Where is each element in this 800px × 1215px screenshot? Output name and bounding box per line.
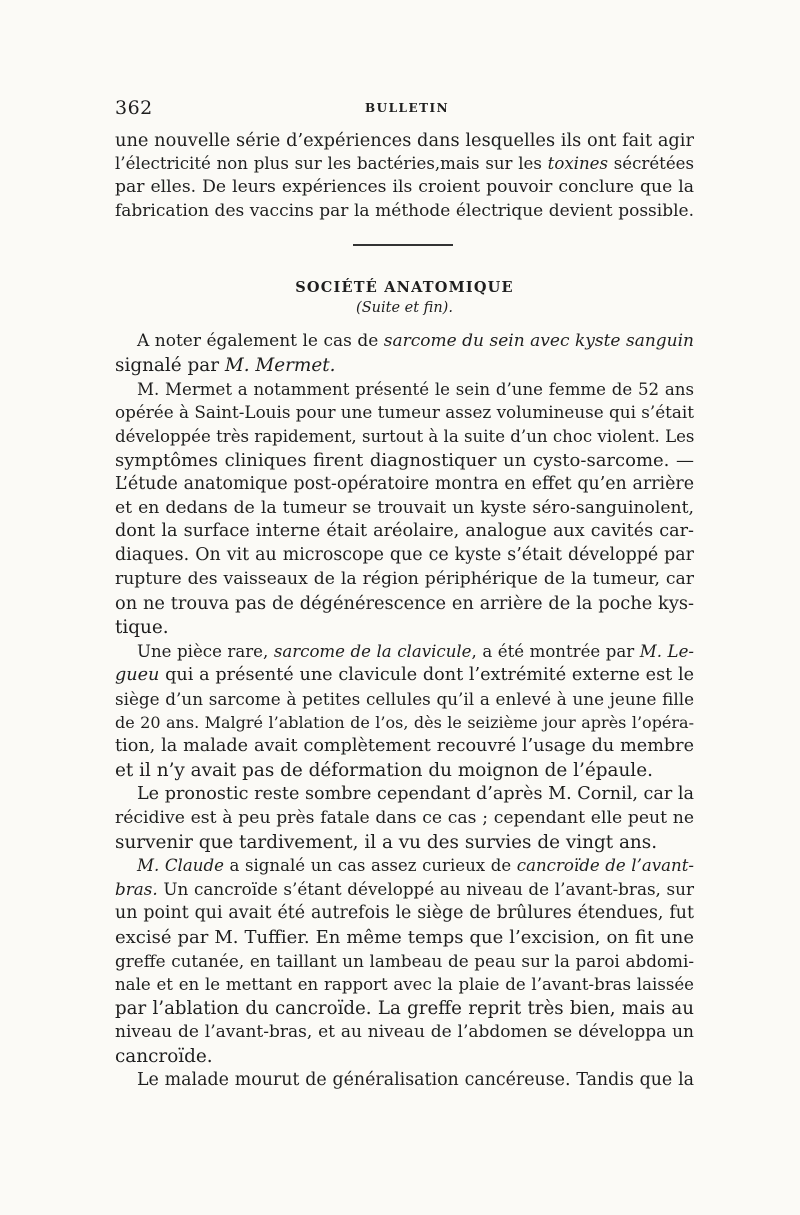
- text-line: A noter également le cas de sarcome du sein avec kyste sanguin: [137, 331, 694, 351]
- text-line: tion, la malade avait complètement recouvré l’usage du membre: [115, 736, 694, 756]
- section-title: SOCIÉTÉ ANATOMIQUE: [295, 279, 514, 296]
- text-line: Le pronostic reste sombre cependant d’après M. Cornil, car la: [137, 784, 694, 804]
- text-line: greffe cutanée, en taillant un lambeau de peau sur la paroi abdomi-: [115, 951, 694, 971]
- text-line: et en dedans de la tumeur se trouvait un kyste séro-sanguinolent,: [115, 498, 694, 518]
- text-line: survenir que tardivement, il a vu des survies de vingt ans.: [115, 832, 658, 853]
- text-line: opérée à Saint-Louis pour une tumeur assez volumineuse qui s’était: [115, 402, 695, 422]
- text-line: par l’ablation du cancroïde. La greffe reprit très bien, mais au: [115, 998, 694, 1019]
- text-line: une nouvelle série d’expériences dans lesquelles ils ont fait agir: [115, 130, 694, 151]
- text-line: gueu qui a présenté une clavicule dont l’extrémité externe est le: [115, 665, 694, 685]
- text-line: nale et en le mettant en rapport avec la plaie de l’avant-bras laissée: [115, 975, 694, 994]
- text-line: développée très rapidement, surtout à la suite d’un choc violent. Les: [115, 427, 695, 446]
- text-line: excisé par M. Tuffier. En même temps que l’excision, on fit une: [115, 927, 694, 948]
- page-header: [115, 97, 695, 121]
- text-line: dont la surface interne était aréolaire, analogue aux cavités car-: [115, 521, 694, 541]
- text-line: tique.: [115, 617, 169, 638]
- section-divider: [353, 244, 453, 246]
- text-line: L’étude anatomique post-opératoire montra en effet qu’en arrière: [115, 474, 694, 494]
- text-line: M. Mermet a notamment présenté le sein d’une femme de 52 ans: [137, 380, 694, 399]
- text-line: Une pièce rare, sarcome de la clavicule, a été montrée par M. Le-: [137, 642, 694, 661]
- text-line: un point qui avait été autrefois le siège de brûlures étendues, fut: [115, 903, 694, 923]
- text-line: M. Claude a signalé un cas assez curieux de cancroïde de l’avant-: [137, 856, 694, 875]
- text-line: par elles. De leurs expériences ils croient pouvoir conclure que la: [115, 177, 694, 197]
- text-line: et il n’y avait pas de déformation du moignon de l’épaule.: [115, 760, 653, 781]
- section-subtitle: (Suite et fin).: [356, 300, 453, 316]
- text-line: signalé par M. Mermet.: [115, 355, 336, 376]
- text-line: Le malade mourut de généralisation cancéreuse. Tandis que la: [137, 1070, 694, 1090]
- text-line: diaques. On vit au microscope que ce kyste s’était développé par: [115, 545, 694, 565]
- text-line: symptômes cliniques firent diagnostiquer un cysto-sarcome. —: [115, 450, 694, 471]
- running-title: BULLETIN: [365, 101, 450, 115]
- text-line: fabrication des vaccins par la méthode électrique devient possible.: [115, 201, 694, 221]
- text-line: siège d’un sarcome à petites cellules qu’il a enlevé à une jeune fille: [115, 689, 694, 709]
- page-number: 362: [115, 97, 153, 119]
- text-line: l’électricité non plus sur les bactéries,mais sur les toxines sécrétées: [115, 154, 694, 173]
- text-line: rupture des vaisseaux de la région périphérique de la tumeur, car: [115, 569, 694, 589]
- text-line: niveau de l’avant-bras, et au niveau de l’abdomen se développa un: [115, 1022, 694, 1042]
- text-line: de 20 ans. Malgré l’ablation de l’os, dès le seizième jour après l’opéra-: [115, 713, 694, 732]
- text-line: cancroïde.: [115, 1046, 213, 1067]
- text-line: récidive est à peu près fatale dans ce cas ; cependant elle peut ne: [115, 808, 694, 828]
- text-line: bras. Un cancroïde s’étant développé au niveau de l’avant-bras, sur: [115, 879, 694, 899]
- text-line: on ne trouva pas de dégénérescence en arrière de la poche kys-: [115, 593, 694, 614]
